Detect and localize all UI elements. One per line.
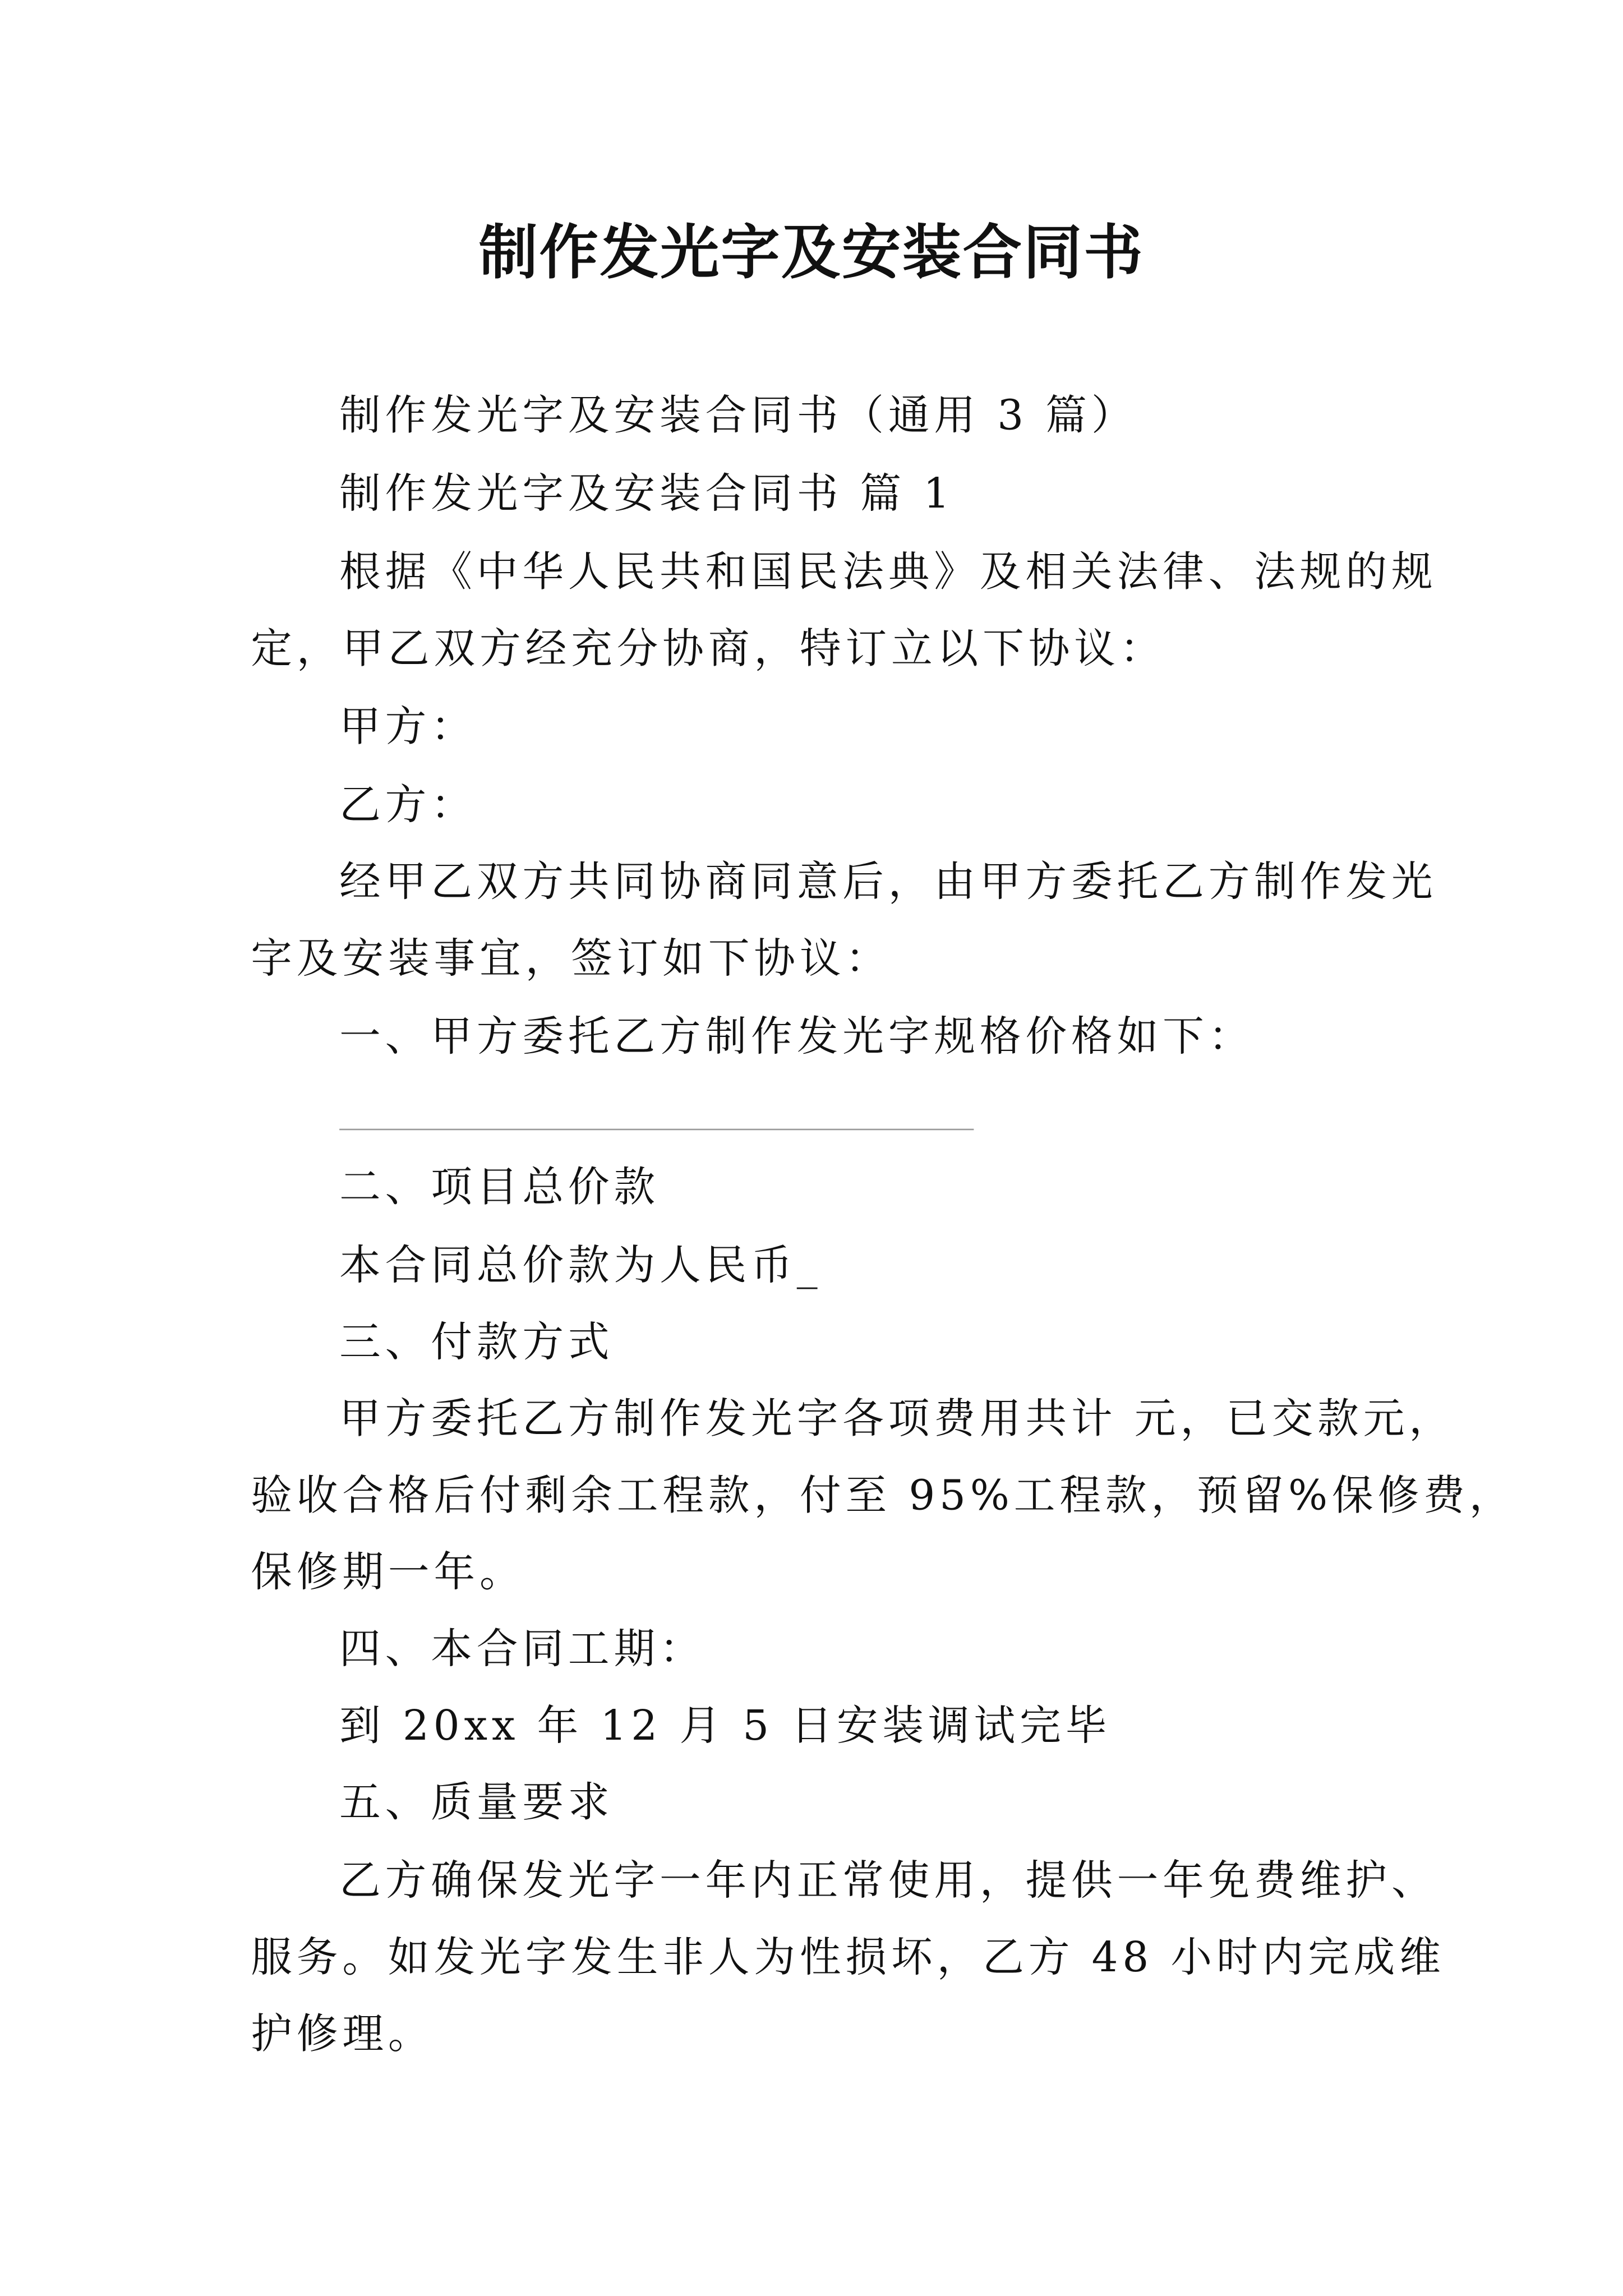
paragraph-agreement-line-2: 字及安装事宜，签订如下协议： xyxy=(251,934,892,983)
section-3-text-line-2: 验收合格后付剩余工程款，付至 95%工程款，预留%保修费， xyxy=(251,1471,1515,1520)
section-5-text-line-3: 护修理。 xyxy=(251,2009,434,2059)
section-3-heading: 三、付款方式 xyxy=(339,1317,614,1367)
section-1-heading: 一、甲方委托乙方制作发光字规格价格如下： xyxy=(339,1012,1255,1061)
section-2-heading: 二、项目总价款 xyxy=(339,1163,660,1211)
document-title: 制作发光字及安装合同书 xyxy=(478,218,1145,288)
paragraph-basis-line-2: 定，甲乙双方经充分协商，特订立以下协议： xyxy=(251,624,1166,673)
subtitle-collection: 制作发光字及安装合同书（通用 3 篇） xyxy=(339,391,1137,440)
section-3-text-line-1: 甲方委托乙方制作发光字各项费用共计 元，已交款元， xyxy=(339,1394,1455,1444)
section-2-text: 本合同总价款为人民币_ xyxy=(339,1241,822,1290)
section-4-heading: 四、本合同工期： xyxy=(339,1624,706,1673)
section-5-text-line-1: 乙方确保发光字一年内正常使用，提供一年免费维护、 xyxy=(339,1856,1437,1905)
section-4-text: 到 20xx 年 12 月 5 日安装调试完毕 xyxy=(339,1701,1112,1750)
section-5-text-line-2: 服务。如发光字发生非人为性损坏，乙方 48 小时内完成维 xyxy=(251,1933,1445,1982)
party-a-label: 甲方： xyxy=(339,702,477,751)
section-5-heading: 五、质量要求 xyxy=(339,1778,614,1827)
section-3-text-line-3: 保修期一年。 xyxy=(251,1547,525,1597)
blank-fill-line xyxy=(339,1129,974,1131)
paragraph-basis-line-1: 根据《中华人民共和国民法典》及相关法律、法规的规 xyxy=(339,547,1437,596)
paragraph-agreement-line-1: 经甲乙双方共同协商同意后，由甲方委托乙方制作发光 xyxy=(339,857,1437,906)
subtitle-part-1: 制作发光字及安装合同书 篇 1 xyxy=(339,469,955,518)
party-b-label: 乙方： xyxy=(339,780,477,829)
